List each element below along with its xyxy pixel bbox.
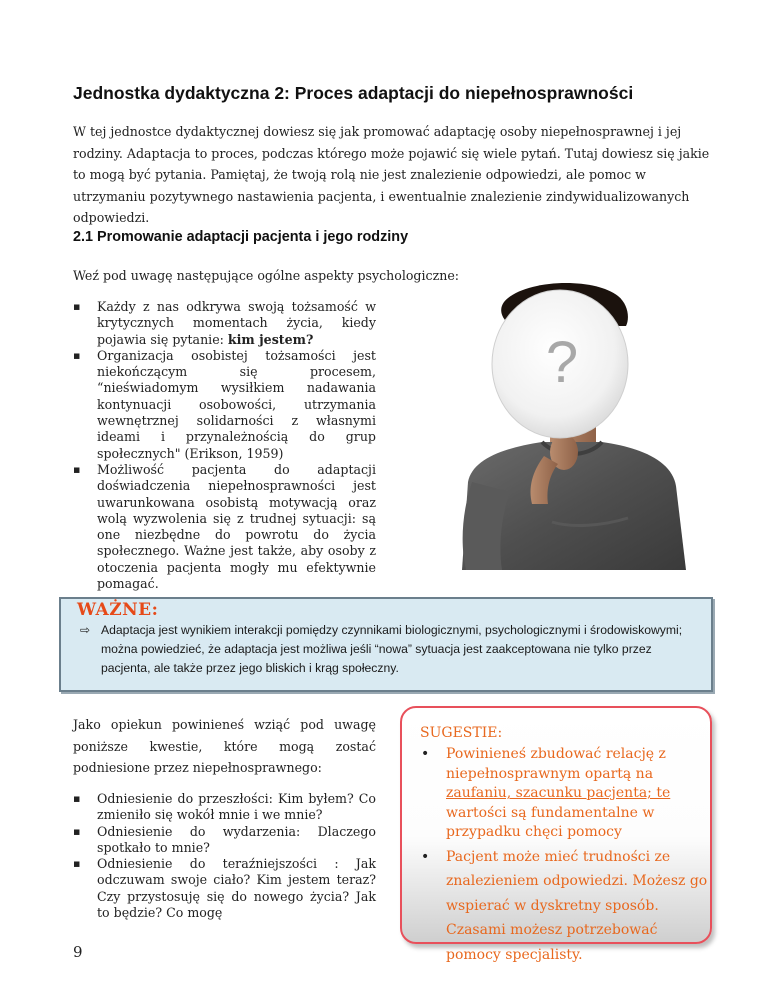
important-box [59,597,713,692]
question-item-event: ▪ Odniesienie do wydarzenia: Dlaczego spotkało to mnie? [73,824,376,857]
page-number: 9 [73,943,83,961]
aspect-item-possibility: ▪ Możliwość pacjenta do adaptacji doświadczenia niepełnosprawności jest uwarunkowana osobistą motywacją oraz wolą wyzwolenia się z trudnej sytuacji: są one niezbędne do powrotu do życia społecznego. Ważne jest także, aby osoby z otoczenia pacjenta mogły mu efektywnie pomagać. [73,462,376,592]
unit-heading: Jednostka dydaktyczna 2: Proces adaptacji do niepełnosprawności [73,83,634,103]
suggestion-item-relationship-a: Powinieneś zbudować relację z niepełnosprawnym opartą na [446,746,666,782]
masked-man-photo [432,282,702,570]
aspects-list [73,299,376,592]
suggestions-box [400,706,712,963]
suggestion-item-support: • Pacjent może mieć trudności ze znalezieniem odpowiedzi. Możesz go wspierać w dyskretny sposób. Czasami możesz potrzebować pomocy specjalisty. [420,845,708,968]
suggestion-item-relationship-b: wartości są fundamentalne w przypadku chęci pomocy [446,804,655,841]
question-item-present: ▪ Odniesienie do teraźniejszości : Jak odczuwam swoje ciało? Kim jestem teraz? Czy przystosuję się do nowego życia? Jak to będzie? Co mogę [73,856,376,921]
suggestion-item-relationship [420,745,708,843]
aspect-item-identity-text: Każdy z nas odkrywa swoją tożsamość w krytycznych momentach życia, kiedy pojawia się pytanie: [97,299,376,347]
question-item-past: ▪ Odniesienie do przeszłości: Kim byłem? Co zmieniło się wokół mnie i we mnie? [73,791,376,824]
important-text: Adaptacja jest wynikiem interakcji pomiędzy czynnikami biologicznymi, psychologicznymi i środowiskowymi; można powiedzieć, że adaptacja jest możliwa jeśli “nowa” sytuacja jest zaakceptowana nie tylko przez pacjenta, ale także przez jego bliskich i krąg społeczny. [101,623,683,675]
caregiver-paragraph: Jako opiekun powinieneś wziąć pod uwagę poniższe kwestie, które mogą zostać podniesione przez niepełnosprawnego: [73,717,376,775]
suggestions-label: SUGESTIE: [420,725,503,741]
section-heading: 2.1 Promowanie adaptacji pacjenta i jego rodziny [73,229,409,245]
aspect-item-identity-bold: kim jestem? [227,331,314,347]
mask-question-mark: ? [545,330,579,395]
aspect-item-identity [73,299,376,348]
arrow-right-icon: ⇨ [80,623,91,637]
intro-paragraph: W tej jednostce dydaktycznej dowiesz się jak promować adaptację osoby niepełnosprawnej i jej rodziny. Adaptacja to proces, podczas którego może pojawić się wiele pytań. Tutaj dowiesz się jakie to mogą być pytania. Pamiętaj, że twoją rolą nie jest znalezienie odpowiedzi, ale pomoc w utrzymaniu pozytywnego nastawienia pacjenta, i ewentualnie znalezienie zindywidualizowanych odpowiedzi. [73,124,710,225]
aspect-item-organization: ▪ Organizacja osobistej tożsamości jest niekończącym się procesem, “nieświadomym wysiłkiem nadawania kontynuacji osobowości, utrzymania wewnętrznej solidarności z własnymi ideami i przynależnością do grup społecznych" (Erikson, 1959) [73,348,376,462]
important-label: WAŻNE: [77,600,159,620]
questions-list [73,791,376,921]
suggestions-list [420,745,708,967]
suggestion-item-relationship-underlined: zaufaniu, szacunku pacjenta; te [446,785,671,802]
aspects-lead: Weź pod uwagę następujące ogólne aspekty psychologiczne: [73,268,460,283]
